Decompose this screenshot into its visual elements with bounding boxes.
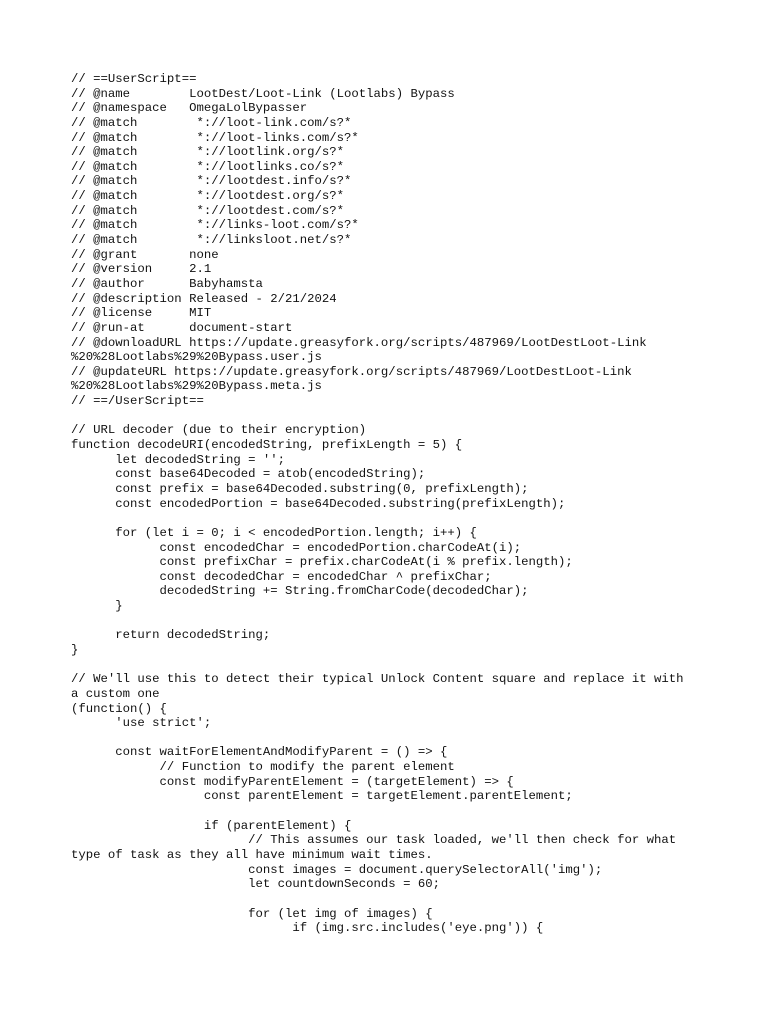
code-line: // @match *://lootlinks.co/s?* [71,159,345,174]
code-line [71,614,711,629]
code-line: return decodedString; [71,628,271,643]
code-line: // @match *://lootdest.org/s?* [71,189,345,204]
code-line: // @updateURL https://update.greasyfork.org/scripts/487969/LootDestLoot-Link [71,364,632,379]
code-line: // @match *://loot-links.com/s?* [71,130,359,145]
code-line [71,804,711,819]
code-line: } [71,599,123,614]
code-line: // @author Babyhamsta [71,276,263,291]
code-listing [71,72,711,936]
code-line: // @match *://lootdest.com/s?* [71,203,345,218]
code-line: // We'll use this to detect their typical Unlock Content square and replace it with [71,672,684,687]
code-line: // @license MIT [71,306,212,321]
code-line: // @match *://loot-link.com/s?* [71,115,352,130]
code-line: const prefix = base64Decoded.substring(0, prefixLength); [71,481,529,496]
code-line: type of task as they all have minimum wait times. [71,847,433,862]
code-line: const prefixChar = prefix.charCodeAt(i % prefix.length); [71,555,573,570]
code-line [71,731,711,746]
code-line: const parentElement = targetElement.parentElement; [71,789,573,804]
code-line: // Function to modify the parent element [71,760,455,775]
code-line: a custom one [71,686,160,701]
code-line: // @version 2.1 [71,262,212,277]
code-line: (function() { [71,701,167,716]
code-line: %20%28Lootlabs%29%20Bypass.user.js [71,350,322,365]
code-line: // ==UserScript== [71,72,197,86]
code-line: // @downloadURL https://update.greasyfork.org/scripts/487969/LootDestLoot-Link [71,335,647,350]
code-line: let countdownSeconds = 60; [71,877,440,892]
code-line [71,658,711,673]
code-line: const waitForElementAndModifyParent = () => { [71,745,448,760]
code-line: // @match *://linksloot.net/s?* [71,233,352,248]
code-line: for (let img of images) { [71,906,433,921]
code-line: // @namespace OmegaLolBypasser [71,101,308,116]
code-line [71,892,711,907]
code-line: if (parentElement) { [71,818,352,833]
code-line: const images = document.querySelectorAll('img'); [71,862,603,877]
code-line: // @match *://lootdest.info/s?* [71,174,352,189]
code-line: // @match *://lootlink.org/s?* [71,145,345,160]
code-line: } [71,642,79,657]
code-line: // @run-at document-start [71,320,293,335]
code-line: const decodedChar = encodedChar ^ prefixChar; [71,569,492,584]
code-line: 'use strict'; [71,716,212,731]
code-line: const modifyParentElement = (targetElement) => { [71,774,514,789]
code-line: const base64Decoded = atob(encodedString); [71,467,426,482]
code-line: const encodedChar = encodedPortion.charCodeAt(i); [71,540,522,555]
code-line: const encodedPortion = base64Decoded.substring(prefixLength); [71,496,566,511]
code-line: // This assumes our task loaded, we'll then check for what [71,833,677,848]
code-line: if (img.src.includes('eye.png')) { [71,921,544,936]
code-line: %20%28Lootlabs%29%20Bypass.meta.js [71,379,322,394]
code-line: for (let i = 0; i < encodedPortion.length; i++) { [71,525,477,540]
code-line: // @name LootDest/Loot-Link (Lootlabs) Bypass [71,86,455,101]
code-line: // URL decoder (due to their encryption) [71,423,367,438]
code-line: // @grant none [71,247,219,262]
code-line: // ==/UserScript== [71,394,204,409]
code-line: decodedString += String.fromCharCode(decodedChar); [71,584,529,599]
code-line [71,409,711,424]
code-line: // @description Released - 2/21/2024 [71,291,337,306]
code-line: function decodeURI(encodedString, prefixLength = 5) { [71,438,463,453]
code-line: let decodedString = ''; [71,452,286,467]
code-line: // @match *://links-loot.com/s?* [71,218,359,233]
code-line [71,511,711,526]
